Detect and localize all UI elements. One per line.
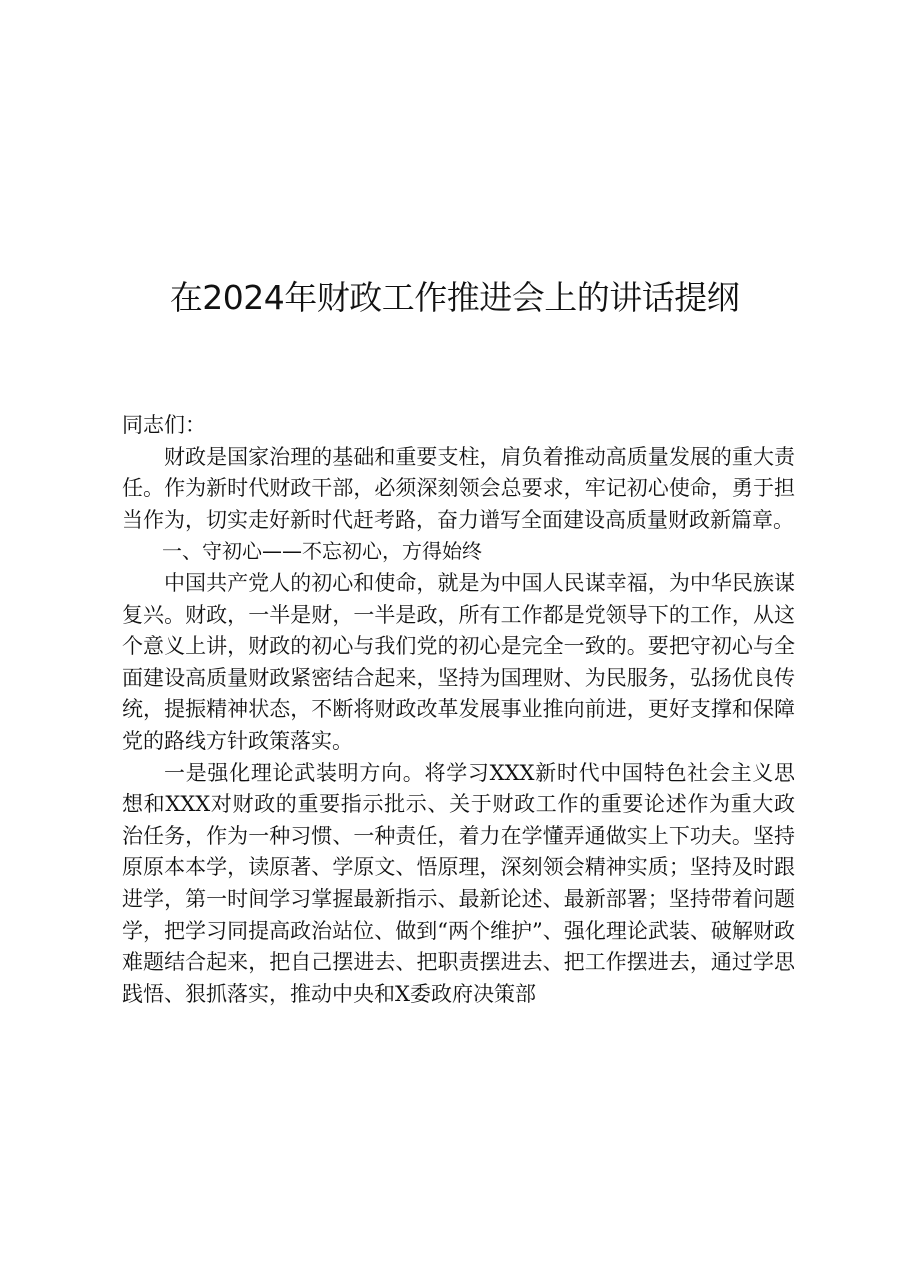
document-body <box>122 410 795 1010</box>
paragraph-intro: 财政是国家治理的基础和重要支柱，肩负着推动高质量发展的重大责任。作为新时代财政干部，必须深刻领会总要求，牢记初心使命，勇于担当作为，切实走好新时代赶考路，奋力谱写全面建设高质量财政新篇章。 <box>122 444 795 532</box>
salutation: 同志们： <box>122 413 206 437</box>
section-heading-1: 一、守初心——不忘初心，方得始终 <box>162 539 482 564</box>
paragraph-section-1: 中国共产党人的初心和使命，就是为中国人民谋幸福，为中华民族谋复兴。财政，一半是财，一半是政，所有工作都是党领导下的工作，从这个意义上讲，财政的初心与我们党的初心是完全一致的。要把守初心与全面建设高质量财政紧密结合起来，坚持为国理财、为民服务，弘扬优良传统，提振精神状态，不断将财政改革发展事业推向前进，更好支撑和保障党的路线方针政策落实。 <box>122 570 795 753</box>
paragraph-point-1: 一是强化理论武装明方向。将学习XXX新时代中国特色社会主义思想和XXX对财政的重要指示批示、关于财政工作的重要论述作为重大政治任务，作为一种习惯、一种责任，着力在学懂弄通做实上下功夫。坚持原原本本学，读原著、学原文、悟原理，深刻领会精神实质；坚持及时跟进学，第一时间学习掌握最新指示、最新论述、最新部署；坚持带着问题学，把学习同提高政治站位、做到“两个维护”、强化理论武装、破解财政难题结合起来，把自己摆进去、把职责摆进去、把工作摆进去，通过学思践悟、狠抓落实，推动中央和X委政府决策部 <box>122 760 795 1006</box>
document-title: 在2024年财政工作推进会上的讲话提纲 <box>169 278 740 317</box>
